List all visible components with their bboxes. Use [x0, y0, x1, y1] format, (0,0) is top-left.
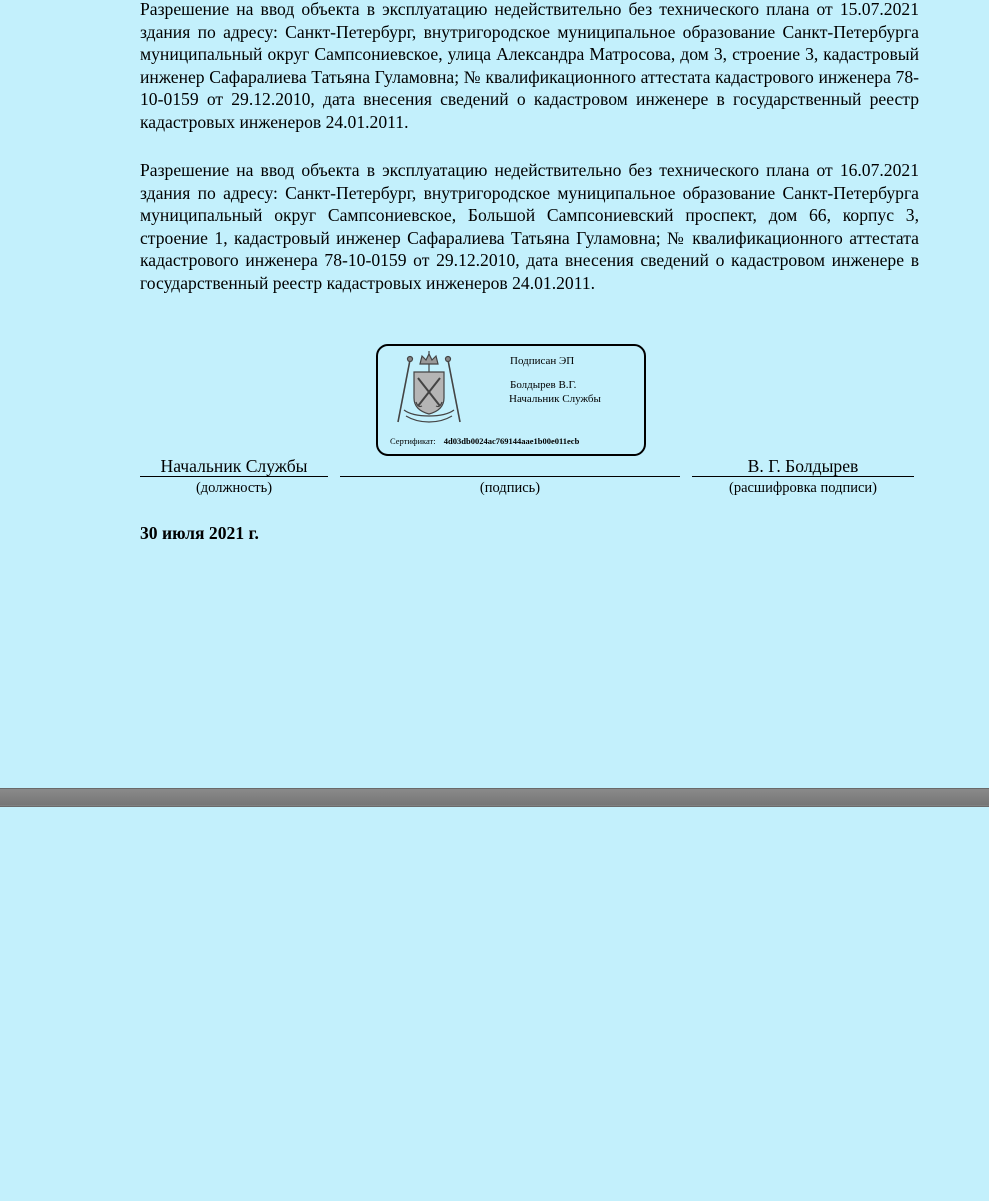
- position-value: Начальник Службы: [140, 456, 328, 477]
- signature-position-field: [140, 456, 328, 497]
- certificate-label: Сертификат:: [390, 436, 436, 446]
- sign-value: [340, 456, 680, 477]
- document-page-2: [0, 806, 989, 1201]
- sign-caption: (подпись): [479, 480, 541, 496]
- permit-paragraph-1: Разрешение на ввод объекта в эксплуатацию недействительно без технического плана от 15.07.2021 здания по адресу: Санкт-Петербург, внутригородское муниципальное образование Санкт-Петербурга муниципальный округ Сампсониевское, улица Александра Матросова, дом 3, строение 3, кадастровый инженер Сафаралиева Татьяна Гуламовна; № квалификационного аттестата кадастрового инженера 78-10-0159 от 29.12.2010, дата внесения сведений о кадастровом инженере в государственный реестр кадастровых инженеров 24.01.2011.: [140, 0, 919, 132]
- signature-sign-field: [340, 456, 680, 497]
- document-date: 30 июля 2021 г.: [140, 523, 259, 543]
- name-caption: (расшифровка подписи): [728, 480, 878, 496]
- page-divider: [0, 789, 989, 805]
- stamp-certificate: [390, 436, 579, 446]
- name-value: В. Г. Болдырев: [692, 456, 914, 477]
- position-caption: (должность): [195, 480, 273, 496]
- stamp-signed-label: Подписан ЭП: [510, 355, 575, 367]
- stamp-signer-position: Начальник Службы: [509, 393, 601, 405]
- stamp-signer-name: Болдырев В.Г.: [510, 379, 577, 391]
- signature-name-field: [692, 456, 914, 497]
- electronic-signature-stamp: [376, 344, 646, 456]
- permit-paragraph-2: Разрешение на ввод объекта в эксплуатацию недействительно без технического плана от 16.07.2021 здания по адресу: Санкт-Петербург, внутригородское муниципальное образование Санкт-Петербурга муниципальный округ Сампсониевское, Большой Сампсониевский проспект, дом 66, корпус 3, строение 1, кадастровый инженер Сафаралиева Татьяна Гуламовна; № квалификационного аттестата кадастрового инженера 78-10-0159 от 29.12.2010, дата внесения сведений о кадастровом инженере в государственный реестр кадастровых инженеров 24.01.2011.: [140, 160, 919, 293]
- spb-coat-of-arms-icon: [392, 350, 466, 426]
- certificate-value: 4d03db0024ac769144aae1b00e011ecb: [443, 436, 580, 446]
